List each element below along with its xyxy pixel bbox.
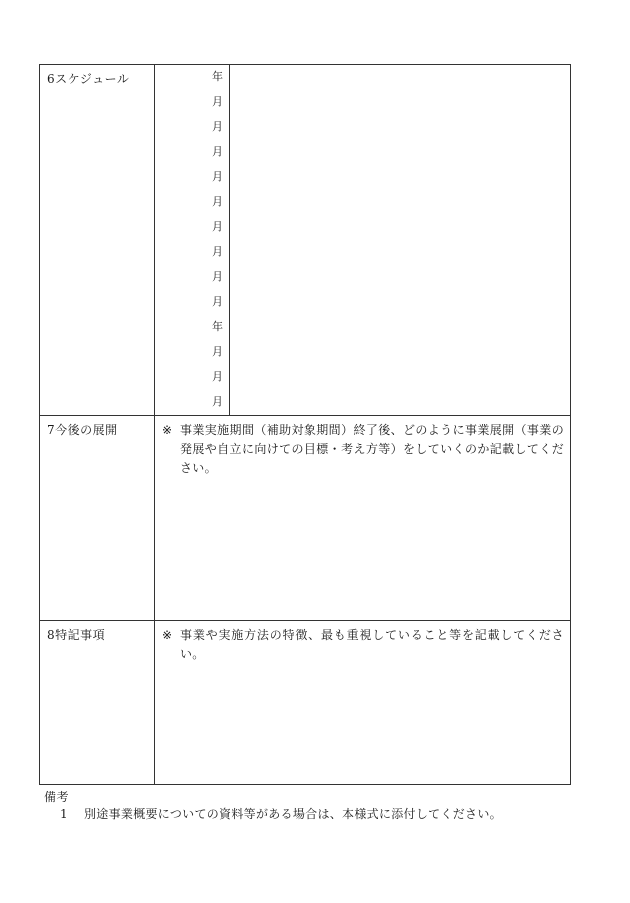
special-content-cell[interactable] [155, 621, 570, 784]
remark-item [60, 805, 502, 822]
schedule-row [40, 65, 570, 415]
schedule-label: 6スケジュール [40, 65, 155, 415]
schedule-month-mark: 年 [212, 320, 223, 333]
schedule-month-mark: 月 [212, 270, 223, 283]
schedule-month-mark: 月 [212, 95, 223, 108]
schedule-month-mark: 月 [212, 295, 223, 308]
note-mark: ※ [162, 628, 173, 642]
schedule-month-mark: 年 [212, 70, 223, 83]
future-content-cell[interactable] [155, 416, 570, 620]
schedule-month-mark: 月 [212, 195, 223, 208]
schedule-month-mark: 月 [212, 370, 223, 383]
special-label: 8特記事項 [40, 621, 155, 784]
schedule-month-mark: 月 [212, 120, 223, 133]
schedule-month-column [155, 65, 230, 415]
remark-text: 別途事業概要についての資料等がある場合は、本様式に添付してください。 [84, 807, 502, 821]
special-instruction: 事業や実施方法の特徴、最も重視していること等を記載してください。 [180, 628, 564, 661]
schedule-month-mark: 月 [212, 220, 223, 233]
schedule-content-cell[interactable] [230, 65, 570, 415]
future-label: 7今後の展開 [40, 416, 155, 620]
schedule-month-mark: 月 [212, 345, 223, 358]
future-instruction: 事業実施期間（補助対象期間）終了後、どのように事業展開（事業の発展や自立に向けての目標・考え方等）をしていくのか記載してください。 [180, 423, 564, 475]
schedule-month-mark: 月 [212, 395, 223, 408]
remark-number: 1 [60, 807, 68, 821]
note-mark: ※ [162, 423, 173, 437]
schedule-month-mark: 月 [212, 145, 223, 158]
schedule-month-mark: 月 [212, 245, 223, 258]
remarks-title: 備考 [44, 790, 70, 804]
future-row [40, 415, 570, 620]
schedule-month-mark: 月 [212, 170, 223, 183]
application-form-table [39, 64, 571, 785]
special-row [40, 620, 570, 784]
